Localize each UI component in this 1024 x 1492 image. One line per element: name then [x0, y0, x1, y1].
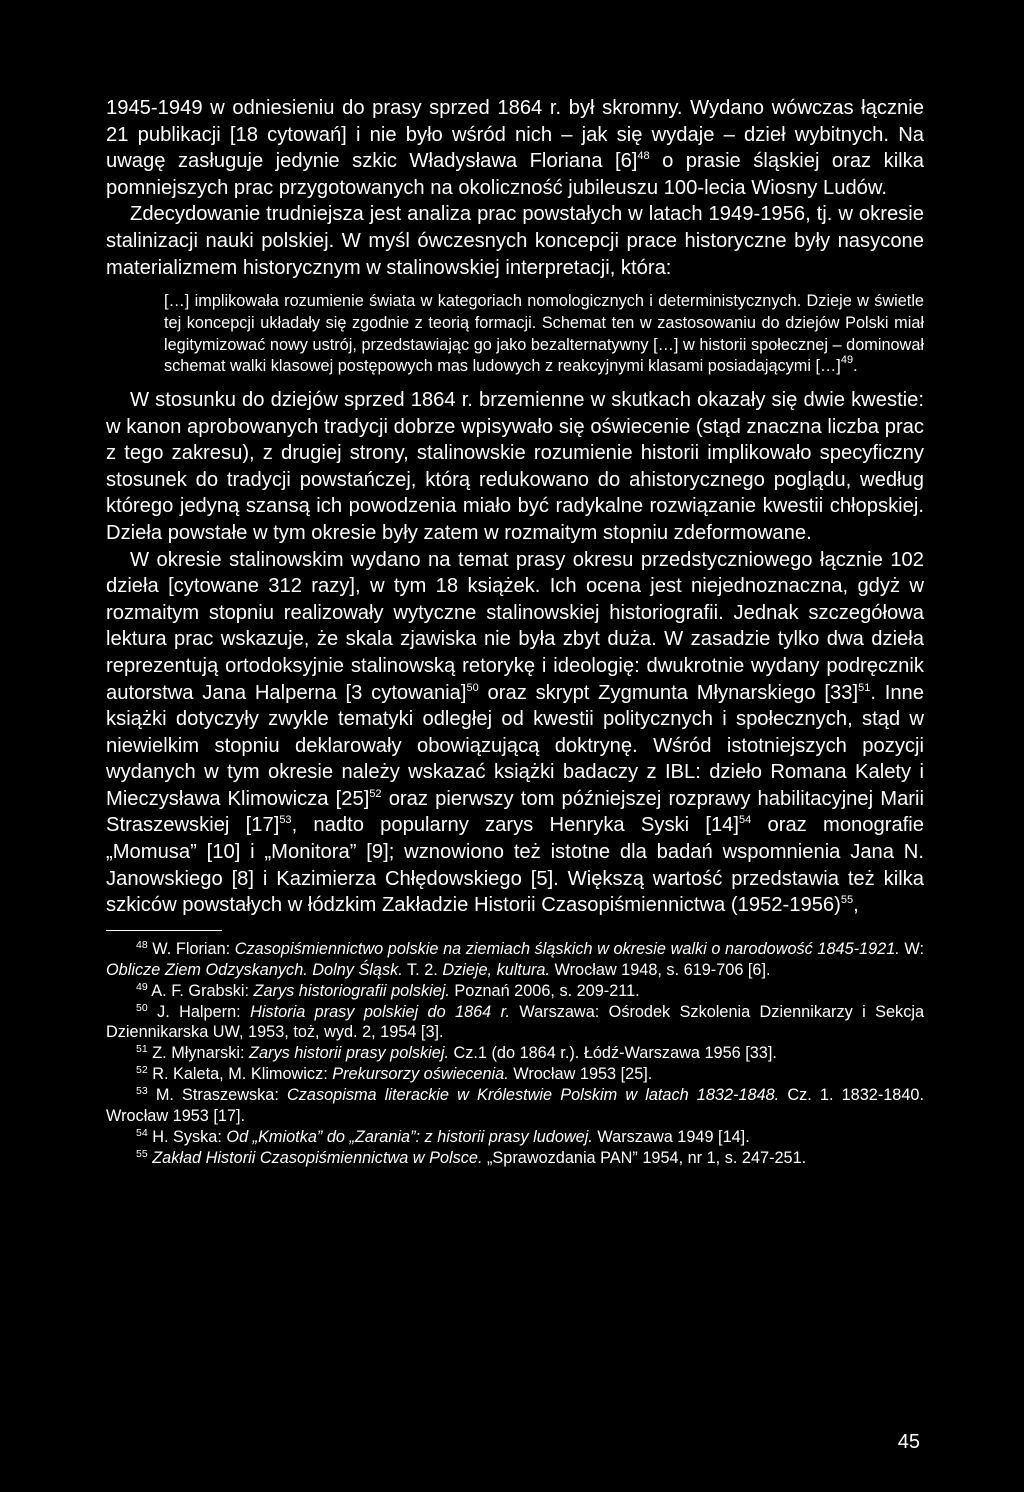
footnote-ref-49[interactable]: 49: [840, 354, 854, 367]
footnote-text: Z. Młynarski:: [147, 1044, 250, 1063]
footnote-title: Zarys historii prasy polskiej.: [249, 1044, 449, 1063]
paragraph-4-part: oraz monografie „Momusa” [10] i „Monitora” [9]; wznowiono też istotne dla badań wspomnienia Jana N. Janowskiego [8] i Kazimierza Chłędowskiego [5]. Większą wartość przedstawia też kilka szkiców powstałych w łódzkim Zakładzie Historii Czasopiśmiennictwa (1952-1956): [106, 814, 925, 917]
paragraph-4-part: . Inne książki dotyczyły zwykle tematyki odległej od kwestii politycznych i społecznych, stąd w niewielkim stopniu deklarowały obowiązującą doktrynę. Wśród istotniejszych pozycji wydanych w tym okresie należy wskazać książki badaczy z IBL: dzieło Romana Kalety i Mieczysława Klimowicza [25]: [106, 681, 924, 810]
paragraph-4-part: oraz skrypt Zygmunta Młynarskiego [33]: [478, 681, 859, 704]
footnote-title: Oblicze Ziem Odzyskanych. Dolny Śląsk.: [106, 960, 403, 979]
block-quote: [106, 291, 924, 378]
paragraph-4-part: , nadto popularny zarys Henryka Syski [14]: [291, 814, 740, 837]
footnote-ref-50[interactable]: 50: [466, 681, 479, 694]
footnote-number: 48: [136, 938, 148, 951]
paragraph-4: [106, 547, 924, 919]
footnote-ref-53[interactable]: 53: [279, 814, 292, 827]
footnote-text: Poznań 2006, s. 209-211.: [449, 981, 640, 1000]
footnote-text: Cz. 1. 1832-1840. Wrocław 1953 [17].: [106, 1086, 924, 1126]
footnote-number: 50: [136, 1001, 148, 1014]
footnote-title: Zakład Historii Czasopiśmiennictwa w Polsce.: [147, 1148, 483, 1167]
footnote-ref-55[interactable]: 55: [840, 894, 854, 907]
footnote-number: 49: [136, 980, 148, 993]
paragraph-4-part: W okresie stalinowskim wydano na temat prasy okresu przedstyczniowego łącznie 102 dzieła [cytowane 312 razy], w tym 18 książek. Ich ocena jest niejednoznaczna, gdyż w rozmaitym stopniu realizowały wytyczne stalinowskiej historiografii. Jednak szczegółowa lektura prac wskazuje, że skala zjawiska nie była zbyt duża. W zasadzie tylko dwa dzieła reprezentują ortodoksyjnie stalinowską retorykę i ideologię: dwukrotnie wydany podręcznik autorstwa Jana Halperna [3 cytowania]: [106, 548, 924, 704]
footnote-54: [106, 1127, 924, 1148]
footnote-text: „Sprawozdania PAN” 1954, nr 1, s. 247-251.: [482, 1148, 807, 1167]
paragraph-2: Zdecydowanie trudniejsza jest analiza prac powstałych w latach 1949-1956, tj. w okresie stalinizacji nauki polskiej. W myśl ówczesnych koncepcji prace historyczne były nasycone materializmem historycznym w stalinowskiej interpretacji, która:: [106, 203, 924, 279]
footnote-number: 52: [136, 1064, 148, 1077]
footnote-text: M. Straszewska:: [147, 1086, 287, 1105]
footnote-53: [106, 1085, 924, 1127]
page-number: 45: [897, 1431, 920, 1453]
footnote-separator: [106, 930, 222, 931]
footnote-text: Wrocław 1948, s. 619-706 [6].: [550, 960, 771, 979]
footnote-49: [106, 981, 924, 1002]
footnote-number: 54: [136, 1127, 148, 1139]
paragraph-3: W stosunku do dziejów sprzed 1864 r. brzemienne w skutkach okazały się dwie kwestie: w kanon aprobowanych tradycji dobrze wpisywało się oświecenie (stąd znaczna liczba prac z tego zakresu), z drugiej strony, stalinowskie rozumienie historii implikowało specyficzny stosunek do tradycji powstańczej, którą redukowano do ahistorycznego poglądu, według którego jedyną szansą ich powodzenia miało być radykalne rozwiązanie kwestii chłopskiej. Dzieła powstałe w tym okresie były zatem w rozmaitym stopniu zdeformowane.: [106, 388, 924, 544]
footnote-text: Cz.1 (do 1864 r.). Łódź-Warszawa 1956 [33].: [448, 1044, 777, 1063]
footnote-number: 53: [136, 1085, 148, 1098]
footnote-48: [106, 939, 924, 981]
footnote-title: Dzieje, kultura.: [442, 960, 550, 979]
footnote-55: [106, 1148, 924, 1169]
footnote-title: Prekursorzy oświecenia.: [332, 1065, 509, 1084]
footnote-title: Historia prasy polskiej do 1864 r.: [250, 1002, 510, 1021]
footnote-text: W:: [899, 939, 924, 958]
footnote-ref-52[interactable]: 52: [369, 787, 382, 800]
footnote-51: [106, 1043, 924, 1064]
paragraph-4-part: oraz pierwszy tom późniejszej rozprawy habilitacyjnej Marii Straszewskiej [17]: [106, 787, 924, 837]
paragraph-1: [106, 95, 924, 201]
footnote-text: A. F. Grabski:: [147, 981, 254, 1000]
footnote-ref-48[interactable]: 48: [637, 150, 650, 163]
footnote-text: W. Florian:: [147, 939, 235, 958]
footnote-ref-54[interactable]: 54: [739, 814, 752, 827]
footnote-text: Wrocław 1953 [25].: [508, 1065, 653, 1084]
footnote-ref-51[interactable]: 51: [858, 681, 871, 694]
footnote-text: R. Kaleta, M. Klimowicz:: [147, 1065, 333, 1084]
block-quote-end: .: [853, 357, 858, 376]
footnote-50: [106, 1002, 924, 1044]
footnote-number: 51: [136, 1043, 148, 1056]
footnote-title: Czasopisma literackie w Królestwie Polskim w latach 1832-1848.: [287, 1086, 780, 1105]
footnote-text: H. Syska:: [147, 1128, 227, 1146]
footnote-title: Od „Kmiotka” do „Zarania”: z historii prasy ludowej.: [226, 1128, 593, 1146]
footnote-text: J. Halpern:: [147, 1002, 251, 1021]
footnote-text: Warszawa: Ośrodek Szkolenia Dziennikarzy i Sekcja Dziennikarska UW, 1953, toż, wyd. 2, 1954 [3].: [106, 1002, 925, 1042]
paragraph-1-text: 1945-1949 w odniesieniu do prasy sprzed 1864 r. był skromny. Wydano wówczas łącznie 21 publikacji [18 cytowań] i nie było wśród nich – jak się wydaje – dzieł wybitnych. Na uwagę zasługuje jedynie szkic Władysława Floriana [6]: [106, 97, 924, 173]
footnote-text: T. 2.: [402, 960, 443, 979]
block-quote-text: […] implikowała rozumienie świata w kategoriach nomologicznych i deterministycznych. Dzieje w świetle tej koncepcji układały się zgodnie z teorią formacji. Schemat ten w zastosowaniu do dziejów Polski miał legitymizować nowy ustrój, przedstawiając go jako bezalternatywny […] w historii społecznej – dominował schemat walki klasowej postępowych mas ludowych z reakcyjnymi klasami posiadającymi […]: [164, 292, 924, 376]
footnote-number: 55: [136, 1147, 148, 1160]
footnote-title: Zarys historiografii polskiej.: [253, 981, 450, 1000]
page-body: [106, 95, 924, 1169]
footnote-title: Czasopiśmiennictwo polskie na ziemiach śląskich w okresie walki o narodowość 1845-1921.: [234, 939, 900, 958]
paragraph-4-part: ,: [853, 894, 859, 917]
footnote-52: [106, 1064, 924, 1085]
footnotes: [106, 939, 924, 1169]
footnote-text: Warszawa 1949 [14].: [592, 1128, 750, 1146]
paragraph-1-end: o prasie śląskiej oraz kilka pomniejszych prac przygotowanych na okoliczność jubileuszu 100-lecia Wiosny Ludów.: [106, 150, 924, 199]
